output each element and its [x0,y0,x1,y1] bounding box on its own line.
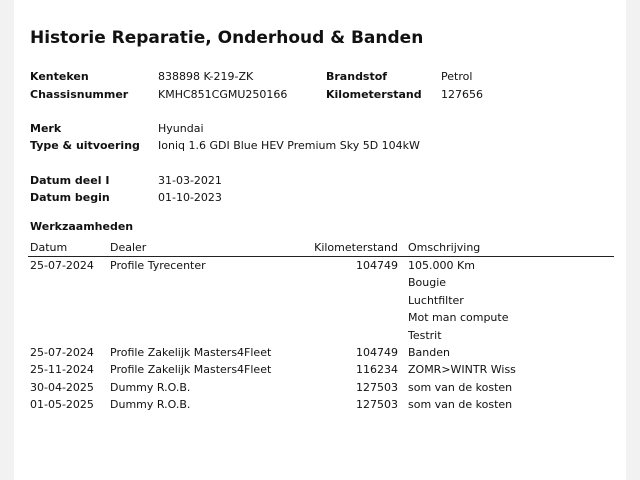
merk-label: Merk [30,122,62,135]
column-header-omschrijving: Omschrijving [408,241,481,254]
cell-dealer: Profile Zakelijk Masters4Fleet [110,346,272,359]
cell-km: 104749 [356,259,398,272]
cell-omschrijving: Banden [408,346,450,359]
cell-datum: 25-11-2024 [30,363,94,377]
cell-datum: 25-07-2024 [30,346,94,359]
cell-omschrijving: ZOMR>WINTR Wiss [408,363,516,377]
cell-omschrijving: som van de kosten [408,380,513,394]
type-value: Ioniq 1.6 GDI Blue HEV Premium Sky 5D 104kW [158,139,420,152]
cell-omschrijving: som van de kosten [408,398,513,412]
header-divider [28,256,614,257]
cell-datum: 30-04-2025 [30,380,94,394]
cell-omschrijving: Luchtfilter [408,293,464,307]
kenteken-value: 838898 K-219-ZK [158,70,254,83]
column-header-kilometerstand: Kilometerstand [314,241,398,254]
datum-begin-label: Datum begin [30,191,110,204]
brandstof-value: Petrol [441,70,473,83]
brandstof-label: Brandstof [326,70,388,83]
cell-omschrijving: Bougie [408,276,447,290]
cell-dealer: Dummy R.O.B. [110,380,191,394]
chassis-value: KMHC851CGMU250166 [158,88,288,101]
type-label: Type & uitvoering [30,139,140,152]
datum-begin-value: 01-10-2023 [158,191,222,204]
page-title: Historie Reparatie, Onderhoud & Banden [30,28,424,48]
cell-datum: 01-05-2025 [30,398,94,412]
chassis-label: Chassisnummer [30,88,129,101]
cell-km: 116234 [356,363,398,377]
merk-value: Hyundai [158,122,204,135]
kilometerstand-value: 127656 [441,88,483,101]
cell-dealer: Profile Zakelijk Masters4Fleet [110,363,272,377]
datum-deel-value: 31-03-2021 [158,174,222,187]
cell-km: 127503 [356,398,398,412]
cell-omschrijving: Mot man compute [408,311,509,325]
cell-omschrijving: Testrit [408,328,442,342]
cell-omschrijving: 105.000 Km [408,259,475,272]
column-header-dealer: Dealer [110,241,147,254]
document-page [14,0,626,480]
cell-dealer: Dummy R.O.B. [110,398,191,412]
kenteken-label: Kenteken [30,70,89,83]
werkzaamheden-heading: Werkzaamheden [30,220,134,233]
cell-dealer: Profile Tyrecenter [110,259,206,272]
column-header-datum: Datum [30,241,68,254]
cell-km: 104749 [356,346,398,359]
cell-km: 127503 [356,380,398,394]
kilometerstand-label: Kilometerstand [326,88,422,101]
cell-datum: 25-07-2024 [30,259,94,272]
datum-deel-label: Datum deel I [30,174,110,187]
